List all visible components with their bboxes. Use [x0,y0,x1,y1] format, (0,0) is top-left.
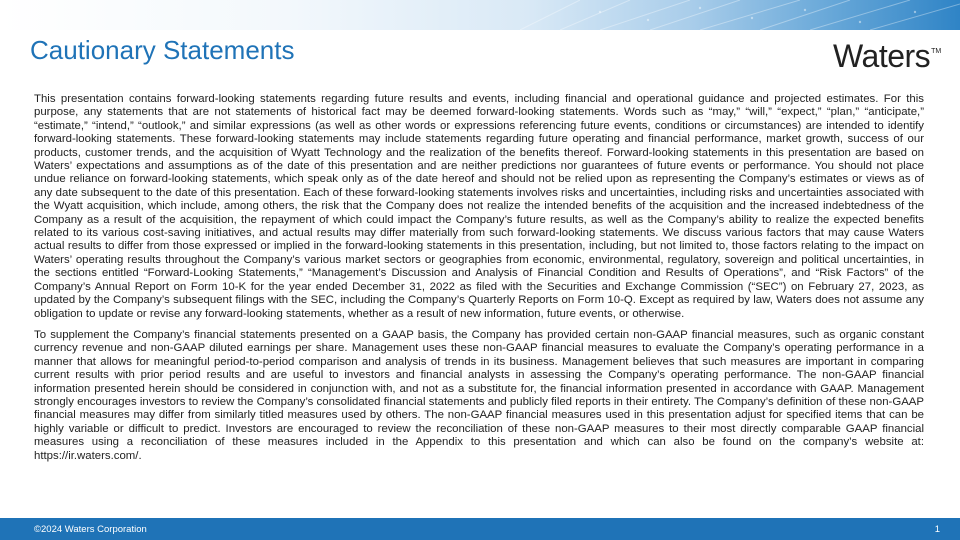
forward-looking-paragraph: This presentation contains forward-looking statements regarding future results and events, including financial and operational guidance and projected estimates. For this purpose, any statements that are not statements of historical fact may be deemed forward-looking statements. Words such as “may,” “will,” “expect,” “plan,” “anticipate,” “estimate,” “intend,” “outlook,” and similar expressions (as well as other words or expressions referencing future events, conditions or circumstances) are intended to identify forward-looking statements. These forward-looking statements may include statements regarding future operating and financial performance, market growth, success of our products, customer trends, and the acquisition of Wyatt Technology and the realization of the benefits thereof. Forward-looking statements in this presentation are based on Waters’ expectations and assumptions as of the date of this presentation and are neither predictions nor guarantees of future events or performance. You should not place undue reliance on forward-looking statements, which speak only as of the date hereof and should not be relied upon as representing the Company’s estimates or views as of any date subsequent to the date of this presentation. Each of these forward-looking statements involves risks and uncertainties, including risks and uncertainties associated with the Wyatt acquisition, which include, among others, the risk that the Company does not realize the intended benefits of the acquisition and the increased indebtedness of the Company as a result of the acquisition, the repayment of which could impact the Company’s future results, as well as the Company’s ability to realize the expected benefits related to its various cost-saving initiatives, and actual results may differ materially from such forward-looking statements. We discuss various factors that may cause Waters actual results to differ from those expressed or implied in the forward-looking statements in this presentation, including, but not limited to, those factors relating to the impact on Waters’ operating results throughout the Company’s various market sectors or geographies from economic, environmental, regulatory, sovereign and political uncertainties, in the sections entitled “Forward-Looking Statements,” “Management’s Discussion and Analysis of Financial Condition and Results of Operations”, and “Risk Factors” of the Company’s Annual Report on Form 10-K for the year ended December 31, 2022 as filed with the Securities and Exchange Commission (“SEC”) on February 27, 2023, as updated by the Company’s subsequent filings with the SEC, including the Company’s Quarterly Reports on Form 10-Q. Except as required by law, Waters does not assume any obligation to update or revise any forward-looking statements, whether as a result of new information, future events, or otherwise. [34,93,924,320]
non-gaap-paragraph: To supplement the Company’s financial statements presented on a GAAP basis, the Company has provided certain non-GAAP financial measures, such as organic constant currency revenue and non-GAAP diluted earnings per share. Management uses these non-GAAP financial measures to evaluate the Company’s operating performance in a manner that allows for meaningful period-to-period comparison and analysis of trends in its business. Management believes that such measures are important in comparing current results with prior period results and are useful to investors and financial analysts in assessing the Company’s operating performance. The non-GAAP financial information presented herein should be considered in conjunction with, and not as a substitute for, the financial information presented in accordance with GAAP. Management strongly encourages investors to review the Company’s consolidated financial statements and publicly filed reports in their entirety. The Company’s definition of these non-GAAP financial measures may differ from similarly titled measures used by others. The non-GAAP financial measures used in this presentation adjust for specified items that can be highly variable or difficult to predict. Investors are encouraged to review the reconciliation of these non-GAAP measures to their most directly comparable GAAP financial measures using a reconciliation of these measures included in the Appendix to this presentation and which can also be found on the company’s website at: https://ir.waters.com/. [34,328,924,462]
copyright-text: ©2024 Waters Corporation [34,524,147,535]
top-banner [0,0,960,30]
waters-logo [833,38,941,75]
logo-trademark: TM [931,48,942,55]
footer-bar [0,518,960,540]
logo-wordmark: Waters [833,38,931,74]
page-number: 1 [934,524,940,535]
page-title: Cautionary Statements [30,35,295,65]
statement-body [34,93,924,471]
banner-pattern [0,0,960,30]
